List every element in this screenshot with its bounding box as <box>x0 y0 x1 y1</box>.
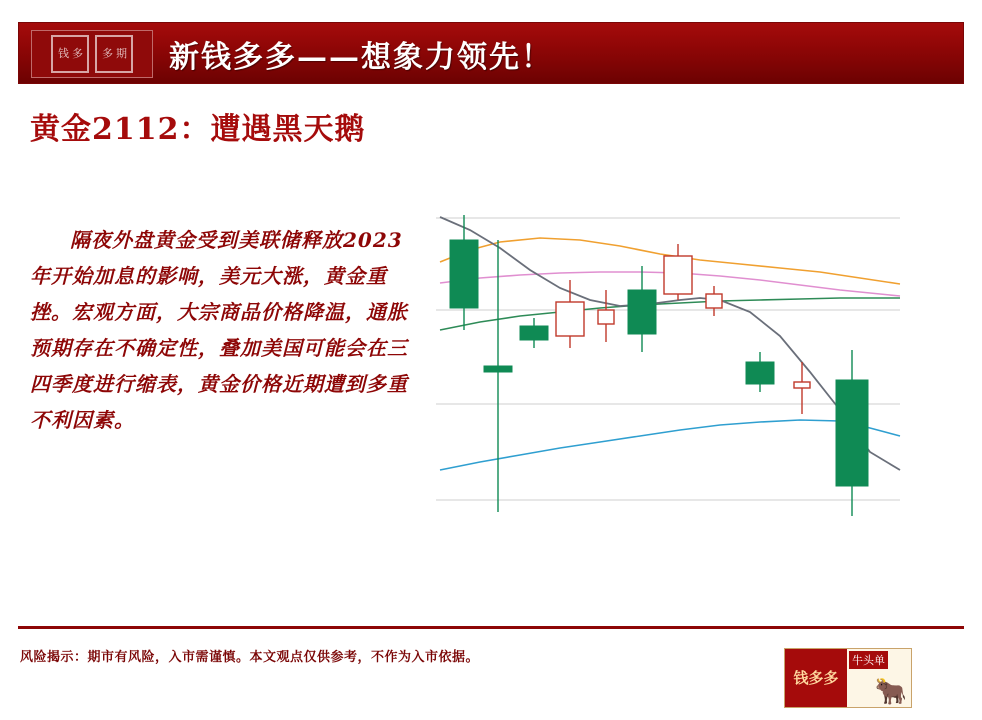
candle-5 <box>598 290 614 342</box>
candle-6 <box>628 266 656 352</box>
header-banner <box>18 22 964 84</box>
footer-logo-badge: 牛头单 <box>849 651 888 669</box>
candle-9 <box>746 352 774 392</box>
ma-line-green <box>440 298 900 330</box>
bull-icon: 🐂 <box>874 677 907 706</box>
seal-char-2: 多 <box>102 47 112 60</box>
footer-disclaimer: 风险揭示：期市有风险，入市需谨慎。本文观点仅供参考，不作为入市依据。 <box>20 650 480 665</box>
seal-char-0: 钱 <box>58 47 68 60</box>
footer-logo-text: 钱多多 <box>785 649 847 707</box>
footer-logo <box>784 648 912 708</box>
candle-3 <box>520 318 548 348</box>
seal-char-3: 期 <box>116 47 126 60</box>
candle-8 <box>706 286 722 316</box>
candle-2 <box>484 240 512 512</box>
candlestick-chart <box>432 196 952 526</box>
body-paragraph: 隔夜外盘黄金受到美联储释放2023年开始加息的影响，美元大涨，黄金重挫。宏观方面，大宗商品价格降温，通胀预期存在不确定性，叠加美国可能会在三四季度进行缩表，黄金价格近期遭到多重不利因素。 <box>30 228 408 432</box>
footer-logo-right <box>847 649 911 707</box>
seal-icon-right <box>95 35 133 73</box>
seal-icon-left <box>51 35 89 73</box>
footer-divider <box>18 626 964 629</box>
banner-title: 新钱多多——想象力领先！ <box>169 40 553 75</box>
seal-char-1: 多 <box>72 47 82 60</box>
ma-line-blue <box>440 420 900 470</box>
candle-4 <box>556 280 584 348</box>
brand-logo-icon <box>31 30 153 78</box>
candle-11 <box>836 350 868 516</box>
page-title: 黄金2112：遭遇黑天鹅 <box>30 112 366 147</box>
candle-7 <box>664 244 692 300</box>
